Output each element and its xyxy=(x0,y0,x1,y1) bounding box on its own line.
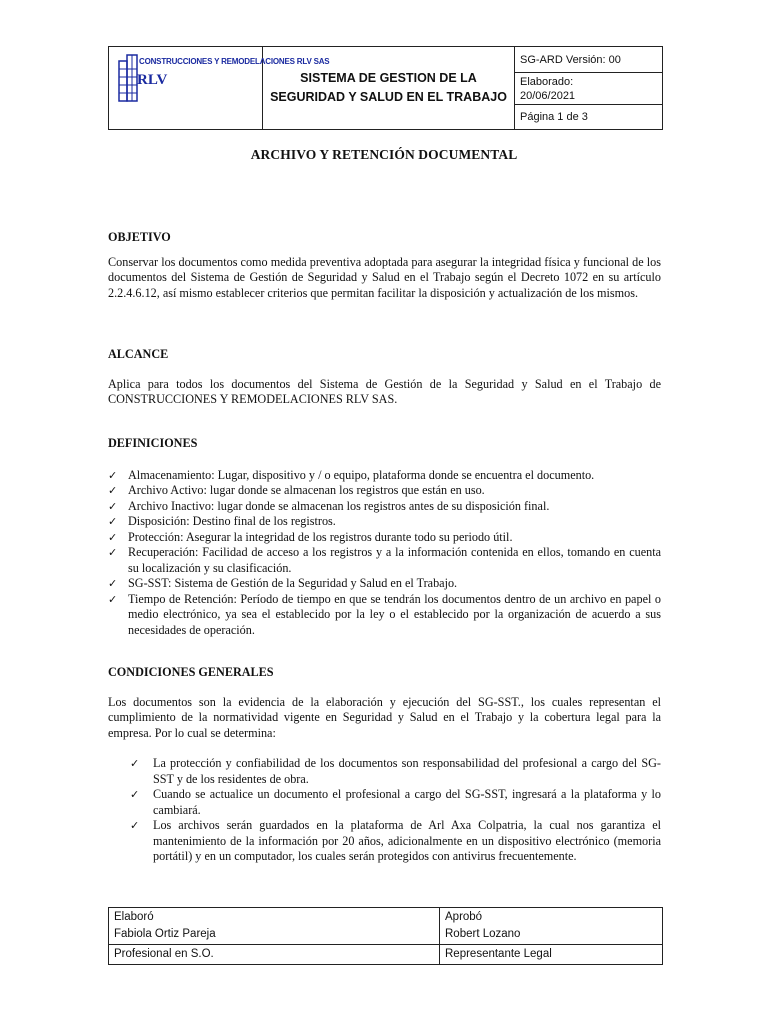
elaboro-cell xyxy=(109,908,440,944)
logo-initials: RLV xyxy=(137,72,168,88)
section-condiciones xyxy=(108,665,661,865)
list-item xyxy=(108,545,661,576)
check-icon: ✓ xyxy=(108,577,118,590)
condiciones-intro: Los documentos son la evidencia de la elaboración y ejecución del SG-SST., los cuales representan el cumplimiento de la normatividad vigente en Seguridad y Salud en el Trabajo y la cobertura legal para la empresa. Por lo cual se determina: xyxy=(108,694,661,740)
logo-company-name: CONSTRUCCIONES Y REMODELACIONES RLV SAS xyxy=(139,57,330,66)
page-number: Página 1 de 3 xyxy=(520,111,588,123)
section-definiciones xyxy=(108,436,661,638)
document-header-table xyxy=(108,46,663,130)
check-icon: ✓ xyxy=(108,546,118,559)
system-title: SISTEMA DE GESTION DE LA SEGURIDAD Y SALUD EN EL TRABAJO xyxy=(263,47,515,129)
condiciones-heading: CONDICIONES GENERALES xyxy=(108,665,274,679)
list-item xyxy=(108,787,661,818)
definition-text: Tiempo de Retención: Período de tiempo en que se tendrán los documentos dentro de un archivo en papel o medio electrónico, ya sea el establecido por la ley o el establecido por la organización de acuerdo a sus necesidades de operación. xyxy=(128,591,661,637)
aprobo-name: Robert Lozano xyxy=(445,928,521,940)
list-item xyxy=(108,818,661,865)
elaborado-label: Elaborado: xyxy=(520,76,574,88)
company-logo xyxy=(109,47,330,129)
elaboro-name: Fabiola Ortiz Pareja xyxy=(114,928,216,940)
elaboro-label: Elaboró xyxy=(114,911,154,923)
list-item xyxy=(108,483,661,499)
check-icon: ✓ xyxy=(108,592,118,606)
list-item xyxy=(108,592,661,639)
definition-text: Archivo Activo: lugar donde se almacenan los registros que están en uso. xyxy=(128,483,485,497)
condition-text: Los archivos serán guardados en la plataforma de Arl Axa Colpatria, la cual nos garantiza el mantenimiento de la información por 20 años, adicionalmente en un dispositivo electrónico (memoria portátil) y en un computador, los cuales serán protegidos con antivirus frecuentemente. xyxy=(153,818,661,863)
definition-text: Protección: Asegurar la integridad de los registros durante todo su periodo útil. xyxy=(128,529,513,544)
check-icon: ✓ xyxy=(108,530,118,544)
definition-text: Almacenamiento: Lugar, dispositivo y / o equipo, plataforma donde se encuentra el documento. xyxy=(128,467,595,482)
check-icon: ✓ xyxy=(108,499,118,513)
definition-text: SG-SST: Sistema de Gestión de la Seguridad y Salud en el Trabajo. xyxy=(128,576,458,590)
elaborado-cell xyxy=(515,73,662,105)
check-icon: ✓ xyxy=(108,515,118,528)
alcance-text: Aplica para todos los documentos del Sistema de Gestión de la Seguridad y Salud en el Trabajo de CONSTRUCCIONES Y REMODELACIONES RLV SAS. xyxy=(108,376,661,406)
definition-text: Disposición: Destino final de los registros. xyxy=(128,514,336,528)
elaborado-date: 20/06/2021 xyxy=(520,90,576,102)
objetivo-text: Conservar los documentos como medida preventiva adoptada para asegurar la integridad física y funcional de los documentos del Sistema de Gestión de Seguridad y Salud en el Trabajo según el Decreto 1072 en su artículo 2.2.4.6.12, así mismo establecer criterios que permitan facilitar la disposición y actualización de los mismos. xyxy=(108,254,661,300)
aprobo-label: Aprobó xyxy=(445,911,483,923)
list-item xyxy=(108,756,661,787)
list-item xyxy=(108,468,661,484)
list-item xyxy=(108,530,661,546)
condition-text: La protección y confiabilidad de los documentos son responsabilidad del profesional a cargo del SG-SST y de los residentes de obra. xyxy=(153,756,661,786)
aprobo-cell xyxy=(440,908,662,944)
document-code: SG-ARD Versión: 00 xyxy=(515,47,662,73)
list-item xyxy=(108,499,661,515)
document-meta xyxy=(515,47,662,129)
check-icon: ✓ xyxy=(108,468,118,482)
signature-table xyxy=(108,907,663,965)
condiciones-list xyxy=(108,756,661,865)
elaboro-role: Profesional en S.O. xyxy=(109,945,440,964)
check-icon: ✓ xyxy=(108,484,118,497)
definiciones-list xyxy=(108,468,661,639)
check-icon: ✓ xyxy=(130,819,140,832)
signature-row-names xyxy=(109,908,662,944)
aprobo-role: Representante Legal xyxy=(445,948,552,960)
objetivo-heading: OBJETIVO xyxy=(108,230,171,244)
definiciones-heading: DEFINICIONES xyxy=(108,436,198,450)
definition-text: Recuperación: Facilidad de acceso a los registros y a la información contenida en ellos, tomando en cuenta su localización y su clasificación. xyxy=(128,545,661,575)
check-icon: ✓ xyxy=(130,757,140,770)
list-item xyxy=(108,576,661,592)
condition-text: Cuando se actualice un documento el profesional a cargo del SG-SST, ingresará a la plataforma y lo cambiará. xyxy=(153,787,661,817)
definition-text: Archivo Inactivo: lugar donde se almacenan los registros antes de su disposición final. xyxy=(128,498,550,513)
list-item xyxy=(108,514,661,530)
alcance-heading: ALCANCE xyxy=(108,347,169,361)
section-objetivo xyxy=(108,230,661,301)
document-title: ARCHIVO Y RETENCIÓN DOCUMENTAL xyxy=(250,147,518,162)
section-alcance xyxy=(108,347,661,408)
check-icon: ✓ xyxy=(130,788,140,801)
signature-row-roles xyxy=(109,944,662,964)
